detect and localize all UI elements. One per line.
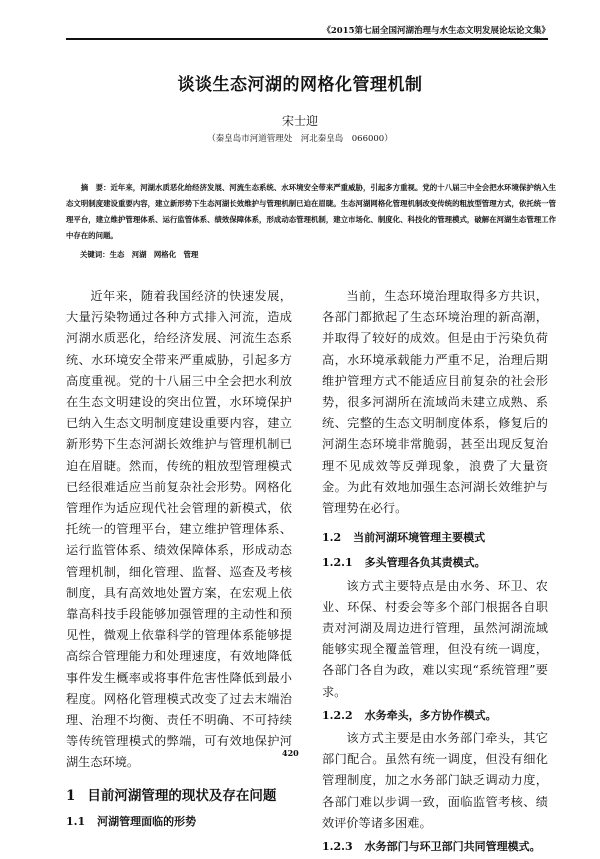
section-number: 1.2.1	[322, 556, 353, 570]
section-number: 1.2.2	[322, 708, 353, 722]
header-rule	[66, 38, 548, 40]
paragraph: 当前，生态环境治理取得多方共识，各部门都掀起了生态环境治理的新高潮，并取得了较好的成效。但是由于污染负荷高，水环境承载能力严重不足，治理后期维护管理方式不能适应目前复杂的社会形势，很多河湖所在流域尚未建立成熟、系统、完整的生态文明制度体系，修复后的河湖生态环境非常脆弱，甚至出现反复治理不见成效等反弹现象，浪费了大量资金。为此有效地加强生态河湖长效维护与管理势在必行。	[322, 289, 548, 516]
section-1-2-2-heading	[322, 705, 548, 726]
section-title: 当前河湖环境管理主要模式	[353, 531, 486, 545]
affiliation: （秦皇岛市河道管理处 河北秦皇岛 066000）	[207, 134, 393, 144]
section-1-2-heading	[322, 527, 548, 548]
paragraph: 该方式主要特点是由水务、环卫、农业、环保、村委会等多个部门根据各自职责对河湖及周边进行管理，虽然河湖流域能够实现全覆盖管理，但没有统一调度，各部门各自为政，难以实现“系统管理”要求。	[322, 578, 548, 699]
intro-paragraph: 近年来，随着我国经济的快速发展，大量污染物通过各种方式排入河流，造成河湖水质恶化，给经济发展、河流生态系统、水环境安全带来严重威胁，引起多方高度重视。党的十八届三中全会把水利放在生态文明建设的突出位置，水环境保护已纳入生态文明制度建设重要内容，建立新形势下生态河湖长效维护与管理机制已迫在眉睫。然而，传统的粗放型管理模式已经很难适应当前复杂社会形势。网格化管理作为适应现代社会管理的新模式，依托统一的管理平台，建立维护管理体系、运行监管体系、绩效保障体系，形成动态管理机制，细化管理、监督、巡查及考核制度，具有高效地处置方案，在宏观上依靠高科技手段能够加强管理的主动性和预见性，微观上依靠科学的管理体系能够提高综合管理能力和处理速度，有效地降低事件发生概率或将事件危害性降低到最小程度。网格化管理模式改变了过去末端治理、治理不均衡、责任不明确、不可持续等传统管理模式的弊端，可有效地保护河湖生态环境。	[66, 289, 292, 770]
section-title: 多头管理各负其责模式。	[364, 556, 486, 570]
abstract: 摘 要：近年来，河湖水质恶化给经济发展、河流生态系统、水环境安全带来严重威胁，引起多方重视。党的十八届三中全会把水环境保护纳入生态文明制度建设重要内容，建立新形势下生态河湖长效维护与管理机制已迫在眉睫。生态河湖网格化管理机制改变传统的粗放型管理方式，依托统一管理平台，建立维护管理体系、运行监管体系、绩效保障体系，形成动态管理机制，建立市场化、制度化、科技化的管理模式，破解在河湖生态管理工作中存在的问题。	[66, 183, 556, 240]
section-title: 水务牵头，多方协作模式。	[364, 708, 497, 722]
section-number: 1.2	[322, 531, 342, 545]
article-title: 谈谈生态河湖的网格化管理机制	[177, 75, 423, 95]
section-title: 目前河湖管理的现状及存在问题	[87, 787, 277, 804]
section-number: 1	[66, 787, 76, 804]
page-number: 420	[282, 748, 299, 758]
running-head: 《2015第七届全国河湖治理与水生态文明发展论坛论文集》	[322, 26, 550, 36]
section-1-1-heading	[66, 811, 292, 832]
keywords: 关键词：生态 河湖 网格化 管理	[80, 250, 199, 259]
section-number: 1.1	[66, 814, 86, 828]
section-1-2-1-heading	[322, 552, 548, 573]
paragraph: 该方式主要是由水务部门牵头，其它部门配合。虽然有统一调度，但没有细化管理制度，加之水务部门缺乏调动力度，各部门难以步调一致，面临监管考核、绩效评价等诸多困难。	[322, 731, 548, 830]
section-1-2-3-heading	[322, 836, 548, 857]
section-1-heading	[66, 786, 292, 807]
section-number: 1.2.3	[322, 840, 353, 854]
section-title: 水务部门与环卫部门共同管理模式。	[364, 840, 541, 854]
right-column	[322, 286, 548, 859]
author: 宋士迎	[281, 114, 318, 128]
left-column	[66, 286, 292, 836]
section-title: 河湖管理面临的形势	[97, 814, 197, 828]
